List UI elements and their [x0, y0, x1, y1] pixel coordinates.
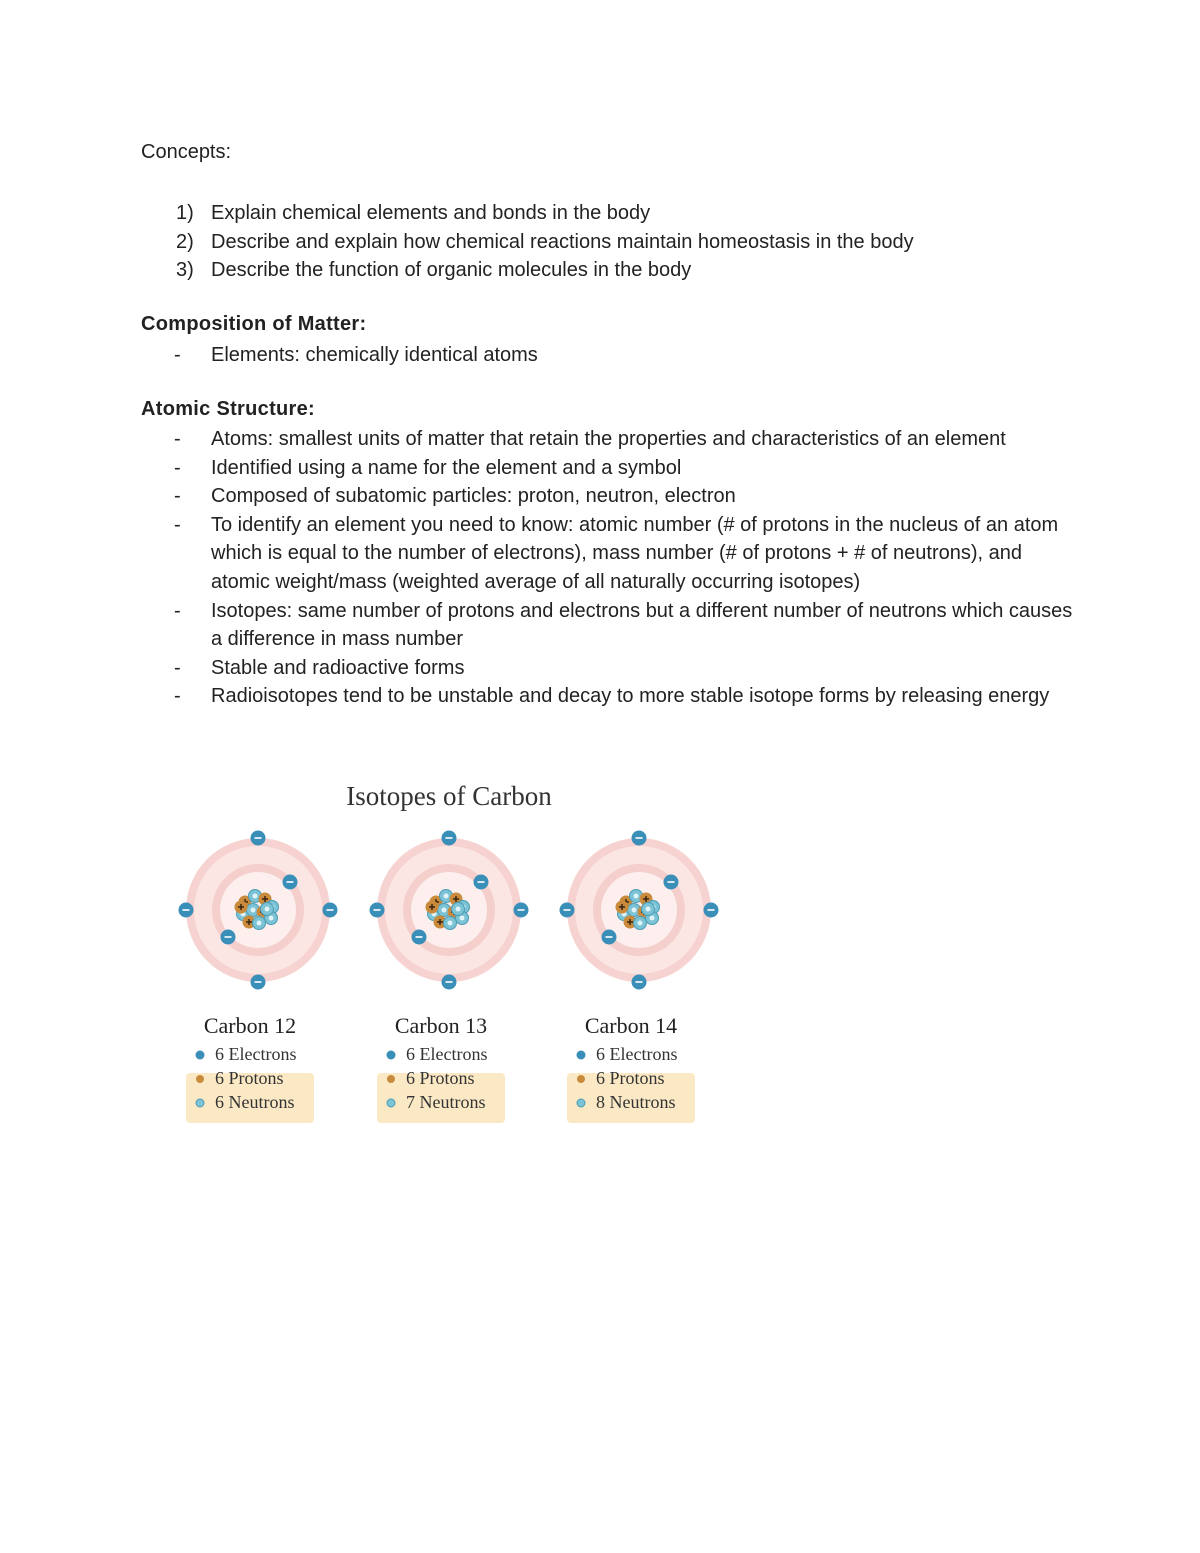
list-number: 1): [176, 202, 194, 224]
bullet-text: Atoms: smallest units of matter that retain the properties and characteristics of an element: [211, 428, 1006, 450]
atom-1: [179, 831, 338, 990]
list-item: [141, 228, 914, 257]
bullet-text: Elements: chemically identical atoms: [211, 344, 538, 366]
composition-bullets: [141, 341, 1081, 370]
neutron-core: [460, 916, 465, 921]
bullet-text: Composed of subatomic particles: proton, neutron, electron: [211, 485, 736, 508]
legend-electron-icon: [387, 1051, 396, 1060]
atom-2: [370, 831, 529, 990]
list-number: 3): [176, 259, 194, 281]
legend-electrons-label: 6 Electrons: [215, 1044, 297, 1064]
list-item: - Stable and radioactive forms: [174, 656, 465, 679]
neutron-core: [251, 908, 256, 913]
neutron-core: [646, 907, 651, 912]
list-item: - Elements: chemically identical atoms: [174, 344, 538, 366]
neutron-core: [456, 907, 461, 912]
neutron-core: [632, 908, 637, 913]
list-item: - To identify an element you need to know: atomic number (# of protons in the nucleus of an atom which is equal to the number of electrons), mass number (# of protons + # of neutrons), and atomic weight/mass (weighted average of all naturally occurring isotopes): [174, 513, 1059, 593]
isotope-name: Carbon 12: [203, 1013, 297, 1038]
legend-proton-icon: [387, 1075, 395, 1083]
legend-neutron-icon: [196, 1099, 204, 1107]
bullet-text: Stable and radioactive forms: [211, 656, 465, 679]
neutron-core: [638, 921, 643, 926]
bullet-text: Identified using a name for the element and a symbol: [211, 456, 682, 479]
figure-title: Isotopes of Carbon: [346, 781, 552, 811]
neutron-core: [253, 894, 258, 899]
neutron-core: [650, 916, 655, 921]
list-item-text: Describe the function of organic molecules in the body: [211, 259, 692, 281]
neutron-core: [265, 907, 270, 912]
legend-electrons-label: 6 Electrons: [406, 1044, 488, 1064]
list-item: - Isotopes: same number of protons and electrons but a different number of neutrons which causes a difference in mass number: [174, 599, 1073, 651]
legend-neutrons-label: 6 Neutrons: [215, 1092, 295, 1112]
list-item-text: Describe and explain how chemical reactions maintain homeostasis in the body: [211, 230, 914, 253]
neutron-core: [269, 916, 274, 921]
atomic-structure-bullets: [141, 425, 1081, 711]
atomic-structure-heading: Atomic Structure:: [141, 398, 316, 420]
isotope-name: Carbon 13: [394, 1013, 488, 1038]
isotope-name: Carbon 14: [584, 1013, 678, 1038]
composition-heading: Composition of Matter:: [141, 313, 367, 335]
list-number: 2): [176, 230, 194, 253]
neutron-core: [444, 894, 449, 899]
legend-protons-label: 6 Protons: [406, 1068, 475, 1088]
neutron-core: [448, 921, 453, 926]
neutron-core: [442, 908, 447, 913]
legend-electron-icon: [577, 1051, 586, 1060]
legend-neutron-icon: [387, 1099, 395, 1107]
list-item: [141, 256, 914, 285]
legend-proton-icon: [196, 1075, 204, 1083]
list-item: - Identified using a name for the element and a symbol: [174, 456, 682, 479]
legend-neutrons-label: 7 Neutrons: [406, 1092, 486, 1112]
bullet-text: Isotopes: same number of protons and electrons but a different number of neutrons which causes a difference in mass number: [211, 599, 1073, 651]
legend-proton-icon: [577, 1075, 585, 1083]
isotopes-of-carbon-figure: [170, 775, 730, 1135]
list-item: - Radioisotopes tend to be unstable and decay to more stable isotope forms by releasing energy: [174, 685, 1050, 708]
legend-neutron-icon: [577, 1099, 585, 1107]
atom-3: [560, 831, 719, 990]
neutron-core: [634, 894, 639, 899]
list-item-text: Explain chemical elements and bonds in the body: [211, 202, 651, 224]
list-item: [141, 199, 914, 228]
bullet-text: Radioisotopes tend to be unstable and decay to more stable isotope forms by releasing energy: [211, 685, 1050, 708]
bullet-text: To identify an element you need to know: atomic number (# of protons in the nucleus of an atom which is equal to the number of electrons), mass number (# of protons + # of neutrons), and atomic weight/mass (weighted average of all naturally occurring isotopes): [211, 513, 1059, 593]
legend-electrons-label: 6 Electrons: [596, 1044, 678, 1064]
isotopes-diagram: [170, 775, 730, 1135]
legend-protons-label: 6 Protons: [596, 1068, 665, 1088]
neutron-core: [257, 921, 262, 926]
concepts-list: [141, 199, 914, 285]
list-item: - Composed of subatomic particles: proton, neutron, electron: [174, 485, 736, 508]
concepts-label: Concepts:: [141, 141, 232, 163]
legend-electron-icon: [196, 1051, 205, 1060]
legend-neutrons-label: 8 Neutrons: [596, 1092, 676, 1112]
legend-protons-label: 6 Protons: [215, 1068, 284, 1088]
list-item: - Atoms: smallest units of matter that retain the properties and characteristics of an element: [174, 428, 1006, 450]
